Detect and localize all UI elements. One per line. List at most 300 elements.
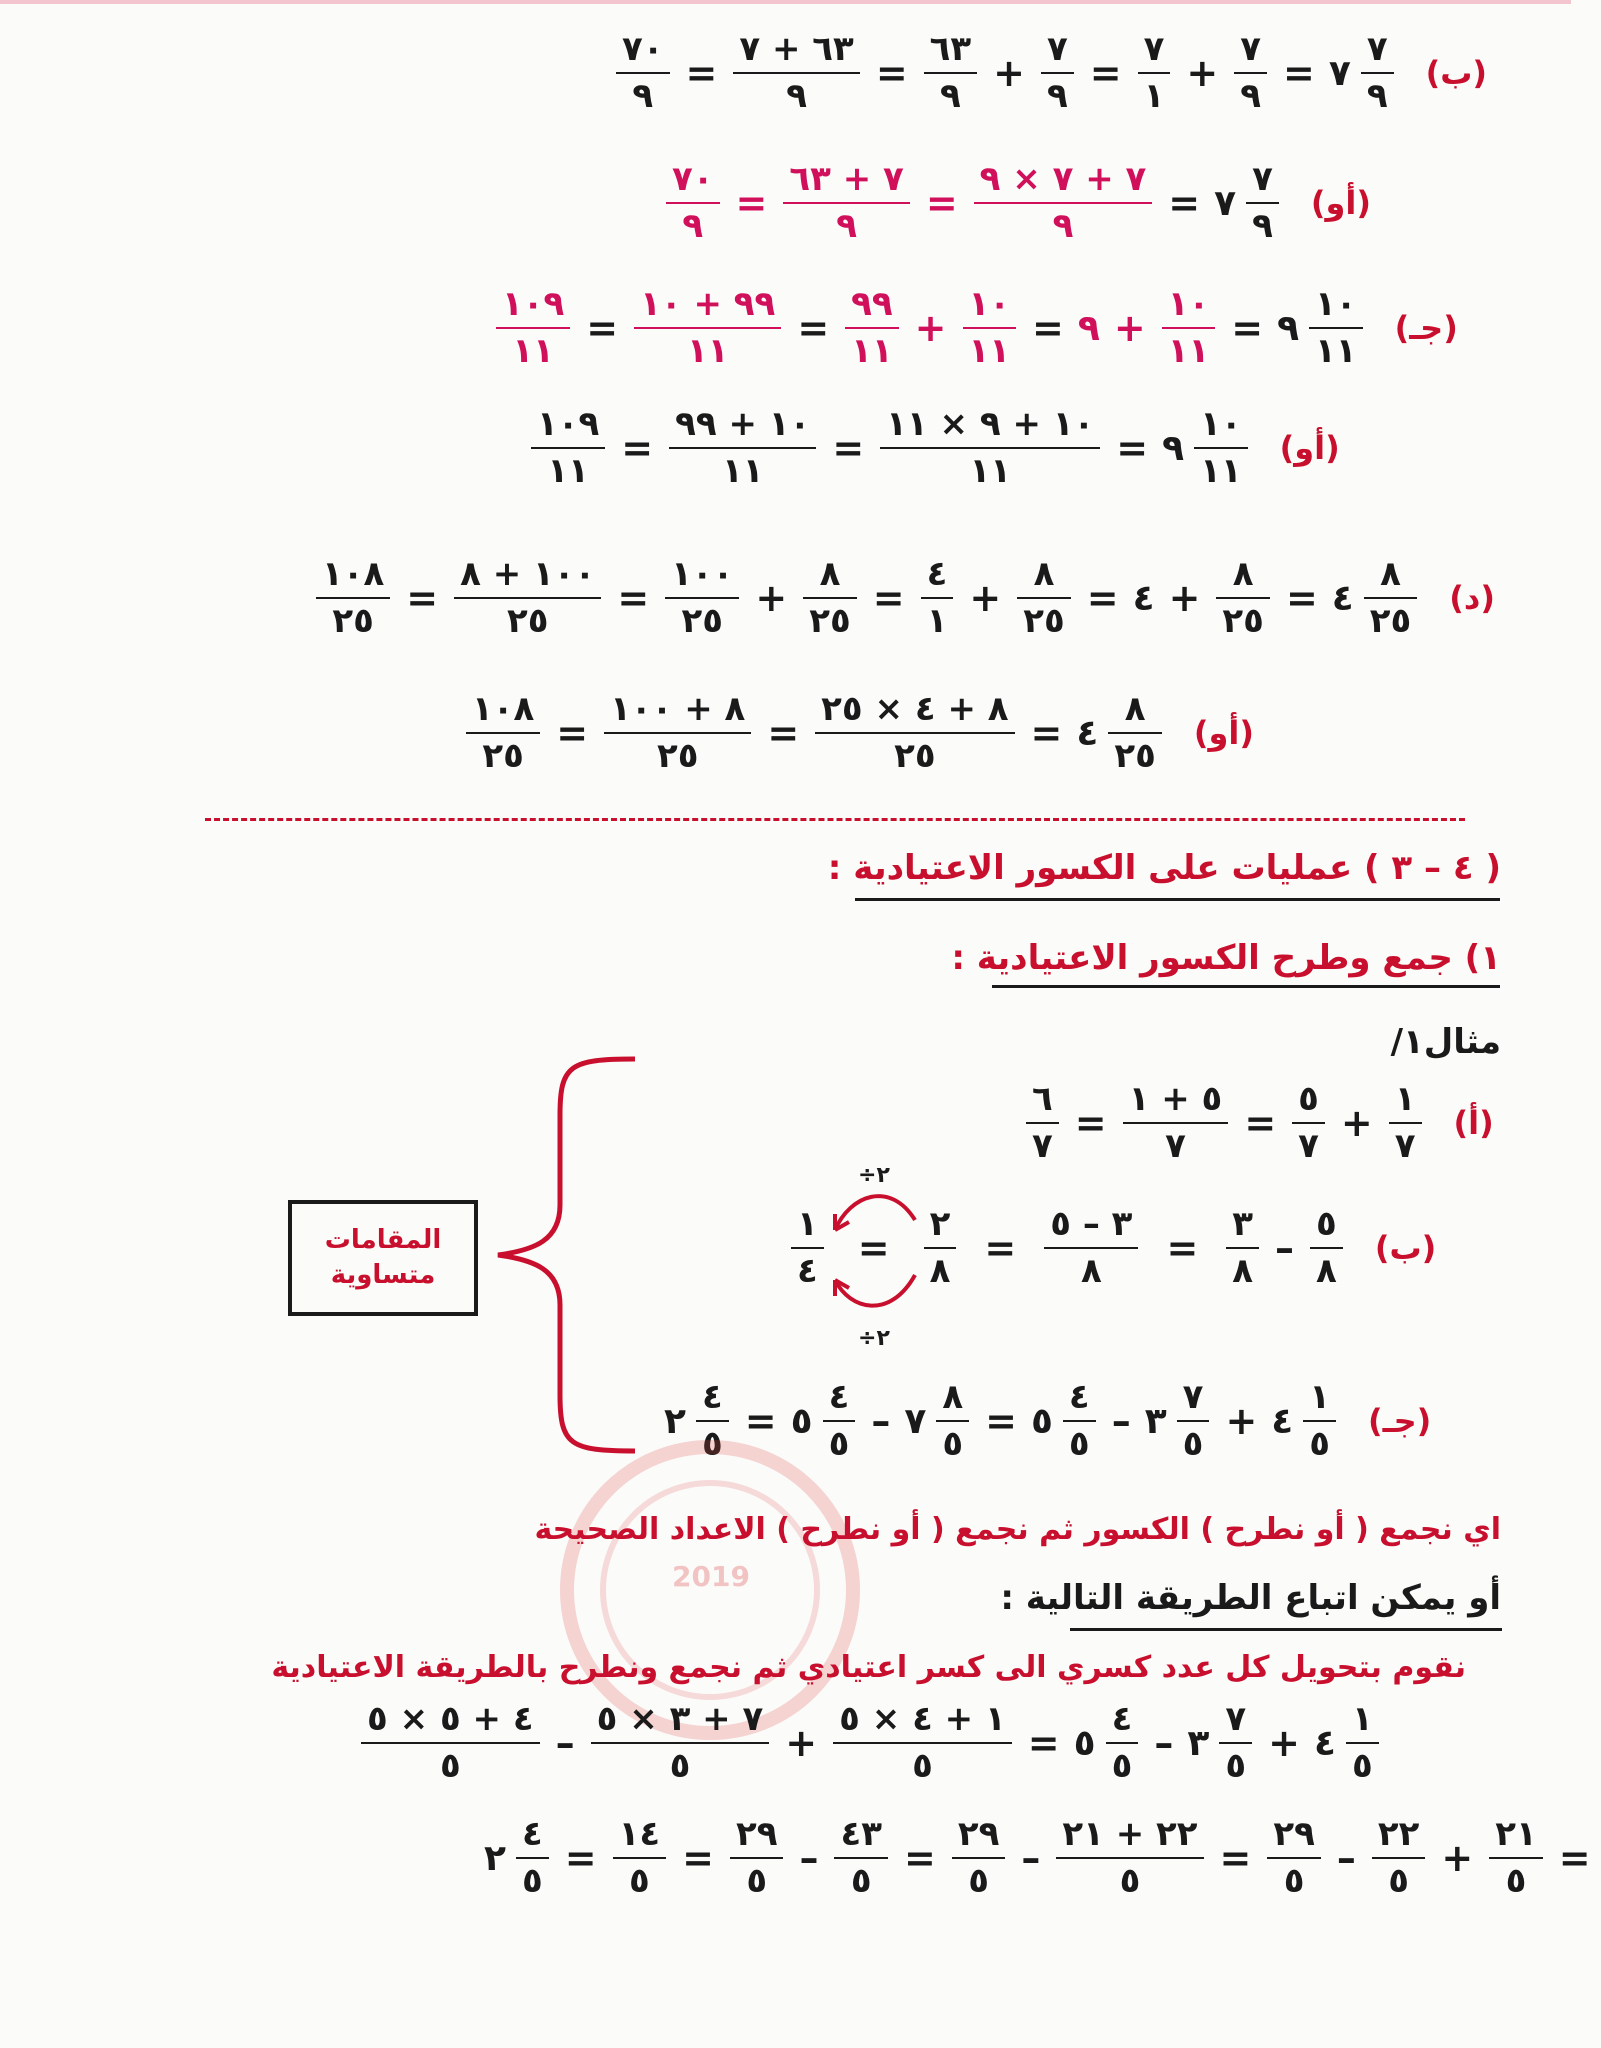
fraction-bar [834,1857,888,1859]
fraction [815,690,1014,776]
denominator: ٩ [1047,76,1068,117]
denominator: ٥ [1351,1746,1373,1787]
fraction [730,1815,784,1901]
fraction-bar [936,1420,969,1422]
fraction-bar [921,597,954,599]
operator: = [1285,576,1318,621]
numerator: ٧ [1182,1377,1204,1417]
fraction-bar [516,1857,549,1859]
numerator: ١٤ [618,1814,661,1854]
curly-brace [490,1055,640,1455]
fraction [466,690,540,776]
denominator: ٤ [797,1251,818,1292]
fraction [665,555,739,641]
operator: = [985,1399,1017,1444]
fraction-bar [466,732,540,734]
fraction [974,160,1153,246]
fraction-bar [1361,72,1394,74]
fraction-bar [1389,1122,1422,1124]
operator: = [685,51,718,96]
fraction-bar [669,447,816,449]
note-add-subtract: اي نجمع ( أو نطرح ) الكسور ثم نجمع ( أو نطرح ) الاعداد الصحيحة [534,1512,1501,1547]
fraction [496,285,570,371]
denominator: ١١ [968,331,1011,372]
fraction-bar [454,597,601,599]
numerator: ٧٠ [622,29,664,69]
numerator: ٧ [1225,1699,1247,1739]
fraction [1309,285,1363,371]
fraction-bar [880,447,1100,449]
fraction-bar [696,1420,729,1422]
fraction-bar [634,327,781,329]
fraction [791,1205,824,1291]
whole-number: ٩ [1277,307,1300,349]
fraction-bar [1267,1857,1321,1859]
numerator: ١٠٨ [322,554,385,594]
denominator: ٩ [1252,206,1273,247]
fraction-bar [1489,1857,1543,1859]
denominator: ٧ [1165,1126,1186,1167]
fraction [823,1378,856,1464]
operator: – [1275,1226,1295,1271]
numerator: ٣ – ٥ [1050,1204,1133,1244]
fraction-bar [496,327,570,329]
operator: = [617,576,650,621]
operator: + [1268,1721,1300,1766]
whole-number: ٧ [1328,52,1351,94]
denominator: ٥ [850,1861,872,1902]
numerator: ٤ [701,1377,723,1417]
denominator: ٩ [1052,206,1074,247]
denominator: ٢٥ [1369,601,1412,642]
denominator: ٢٥ [681,601,724,642]
label-b-example: (ب) [1374,1229,1437,1268]
numerator: ٧ [1366,29,1388,69]
fraction-bar [730,1857,784,1859]
equation-b-or [660,160,1371,246]
operator: = [682,1836,714,1881]
operator: + [755,576,788,621]
fraction [613,1815,667,1901]
numerator: ٤ + ٥ × ٥ [367,1699,534,1739]
denominator: ٧ [1394,1126,1416,1167]
numerator: ١٠ [1200,404,1242,444]
denominator: ٥ [912,1746,933,1787]
whole-number: ٩ [1077,307,1100,349]
denominator: ٥ [1182,1424,1204,1465]
denominator: ١١ [686,331,729,372]
denominator: ٢٥ [1114,736,1156,777]
fraction [516,1815,549,1901]
denominator: ١١ [1315,331,1357,372]
numerator: ٨ [942,1377,964,1417]
denominator: ٥ [439,1746,461,1787]
operator: = [1558,1836,1591,1881]
fraction [1041,30,1074,116]
fraction-bar [1194,447,1248,449]
operator: = [1074,1101,1107,1146]
numerator: ٨ [1033,554,1055,594]
fraction [1303,1378,1336,1464]
whole-number: ٣ [1187,1722,1210,1764]
numerator: ١٠ [968,284,1011,324]
numerator: ١٠٠ + ٨ [460,554,596,594]
operator: = [621,426,654,471]
fraction-bar [1108,732,1162,734]
fraction-bar [1246,202,1279,204]
fraction-bar [531,447,605,449]
denominator: ٨ [1232,1251,1254,1292]
denominator: ١١ [547,451,589,492]
whole-number: ٤ [1313,1722,1336,1764]
denominator: ٥ [1119,1861,1141,1902]
numerator: ٦ [1032,1079,1053,1119]
denominator: ٢٥ [656,736,699,777]
numerator: ١ [1309,1377,1331,1417]
fraction-bar [845,327,899,329]
fraction [1063,1378,1096,1464]
numerator: ٥ + ١ [1128,1079,1223,1119]
whole-number: ٣ [1144,1400,1167,1442]
fraction-bar [1056,1857,1203,1859]
numerator: ١٠ + ٩ × ١١ [886,404,1095,444]
fraction [845,285,899,371]
operator: + [1441,1836,1474,1881]
fraction [1056,1815,1203,1901]
denominator: ٥ [669,1746,691,1787]
operator: = [1032,306,1064,351]
whole-number: ٥ [790,1400,813,1442]
operator: – [1336,1836,1356,1881]
example-a [1020,1080,1494,1166]
numerator: ١ + ٤ × ٥ [839,1699,1006,1739]
denominator: ٥ [1068,1424,1090,1465]
denominator: ٥ [746,1861,768,1902]
whole-number: ٥ [1073,1722,1096,1764]
equation-b [610,30,1487,116]
fraction [669,405,816,491]
denominator: ٥ [1309,1424,1331,1465]
numerator: ٨ [819,554,841,594]
operator: = [1089,51,1122,96]
denominator: ٢٥ [332,601,374,642]
div-2-bottom: ÷٢ [858,1326,890,1351]
numerator: ٤٣ [840,1814,882,1854]
fraction-bar [1292,1122,1325,1124]
denominator: ٩ [836,206,857,247]
numerator: ١٠ [1167,284,1210,324]
operator: = [586,306,619,351]
fraction [880,405,1100,491]
denominator: ٥ [968,1861,989,1902]
example-title: مثال١/ [1390,1022,1501,1062]
fraction [1123,1080,1229,1166]
fraction-bar [1372,1857,1426,1859]
fraction [634,285,781,371]
fraction [316,555,390,641]
sub-title-underline [992,985,1500,988]
denominator: ٢٥ [894,736,936,777]
operator: = [556,711,589,756]
note-convert: نقوم بتحويل كل عدد كسري الى كسر اعتيادي ثم نجمع ونطرح بالطريقة الاعتيادية [271,1650,1466,1685]
denominator: ٥ [1388,1861,1410,1902]
numerator: ٢٢ + ٢١ [1062,1814,1198,1854]
label-j-example: (جـ) [1368,1402,1432,1441]
fraction [1017,555,1071,641]
operator: + [1168,576,1201,621]
fraction [591,1700,770,1786]
denominator: ١١ [1200,451,1242,492]
fraction [604,690,751,776]
fraction-bar [1219,1742,1252,1744]
fraction-bar [613,1857,667,1859]
fraction [833,1700,1012,1786]
operator: + [785,1721,818,1766]
operator: = [406,576,439,621]
fraction-bar [1177,1420,1210,1422]
whole-number: ٤ [1271,1400,1294,1442]
fraction-bar [666,202,720,204]
fraction-bar [783,202,909,204]
fraction [952,1815,1006,1901]
denominator: ٥ [1505,1861,1527,1902]
numerator: ٧ [1252,159,1273,199]
fraction-bar [361,1742,540,1744]
whole-number: ٩ [1162,427,1185,469]
denominator: ١١ [1167,331,1210,372]
fraction [1246,160,1279,246]
fraction-bar [1162,327,1216,329]
denominator: ٩ [1240,76,1261,117]
fraction [616,30,670,116]
denominator: ٨ [1080,1251,1102,1292]
whole-number: ٤ [1132,577,1155,619]
numerator: ١٠٩ [537,404,600,444]
equation-d [310,555,1495,641]
operator: = [1030,711,1063,756]
operator: = [925,181,958,226]
fraction-bar [963,327,1017,329]
operator: = [1283,51,1315,96]
numerator: ٨ [1380,554,1401,594]
fraction-bar [665,597,739,599]
alt-equation-2 [480,1815,1601,1901]
equation-j [490,285,1458,371]
operator: + [1225,1399,1258,1444]
fraction-bar [1026,1122,1059,1124]
alt-method-title: أو يمكن اتباع الطريقة التالية : [1000,1578,1501,1618]
numerator: ٢٩ [1273,1814,1315,1854]
fraction-bar [1041,72,1074,74]
operator: = [1166,1226,1199,1271]
denominator: ٥ [1225,1746,1247,1787]
operator: = [984,1226,1017,1271]
operator: + [1113,306,1146,351]
fraction-bar [616,72,670,74]
operator: = [797,306,830,351]
numerator: ٤ [828,1377,850,1417]
operator: – [555,1721,575,1766]
fraction [1292,1080,1325,1166]
fraction [963,285,1017,371]
fraction-bar [1310,1247,1343,1249]
denominator: ٩ [1366,76,1388,117]
operator: = [1168,181,1201,226]
denominator: ٨ [1316,1251,1337,1292]
numerator: ٧ [1240,29,1261,69]
fraction-bar [791,1247,824,1249]
numerator: ١٠٠ [671,554,734,594]
fraction-bar [974,202,1153,204]
numerator: ٨ + ١٠٠ [610,689,746,729]
numerator: ٨ [1232,554,1254,594]
simplify-arrows [820,1170,940,1340]
fraction [1234,30,1267,116]
operator: = [857,1226,890,1271]
whole-number: ٤ [1076,712,1099,754]
numerator: ٤ [1068,1377,1090,1417]
fraction-bar [1346,1742,1379,1744]
operator: = [1219,1836,1252,1881]
stamp-year: 2019 [672,1560,750,1593]
fraction-bar [924,72,978,74]
numerator: ٢ [929,1204,951,1244]
operator: = [1027,1721,1060,1766]
denominator: ٢٥ [482,736,524,777]
sub-title: ١) جمع وطرح الكسور الاعتيادية : [951,938,1501,978]
fraction [1162,285,1216,371]
fraction [1346,1700,1379,1786]
operator: = [744,1399,777,1444]
numerator: ١ [797,1204,818,1244]
operator: = [1244,1101,1277,1146]
operator: – [1021,1836,1041,1881]
equal-denominators-box: المقامات متساوية [288,1200,478,1316]
fraction-bar [316,597,390,599]
numerator: ١٠ + ٩٩ [675,404,811,444]
numerator: ١٠٨ [472,689,535,729]
label-b: (ب) [1425,54,1487,93]
numerator: ٥ [1298,1079,1319,1119]
denominator: ٧ [1298,1126,1319,1167]
equation-j-or: $\frac{١٠٩}{١١}$ = $\frac{١٠ + ٩٩}{١١}$ = $\frac{١٠ + ٩ \times ١١}{١١}$ = ٩ $\frac{١٠}{١١}$ (أو) [525,405,1340,491]
numerator: ٢٩ [735,1814,778,1854]
fraction [1138,30,1171,116]
numerator: ٥ [1316,1204,1337,1244]
fraction-bar [1123,1122,1229,1124]
div-2-top: ÷٢ [858,1163,890,1188]
alt-equation-1 [355,1700,1385,1786]
operator: = [564,1836,597,1881]
numerator: ٩٩ + ١٠ [640,284,776,324]
fraction [666,160,720,246]
operator: + [1186,51,1219,96]
operator: + [914,306,947,351]
fraction [454,555,601,641]
fraction-bar [952,1857,1006,1859]
fraction [1267,1815,1321,1901]
section-title-underline [855,898,1500,901]
denominator: ٧ [1032,1126,1053,1167]
denominator: ١١ [512,331,554,372]
operator: = [735,181,768,226]
numerator: ٤ [521,1814,543,1854]
fraction [1310,1205,1343,1291]
operator: = [1086,576,1119,621]
section-title: ( ٤ – ٣ ) عمليات على الكسور الاعتيادية : [827,848,1501,888]
fraction [783,160,909,246]
operator: = [832,426,865,471]
fraction [361,1700,540,1786]
denominator: ١١ [721,451,764,492]
whole-number: ٧ [904,1400,927,1442]
numerator: ٢١ [1495,1814,1537,1854]
numerator: ٢٩ [957,1814,1000,1854]
alt-method-underline [1070,1628,1502,1631]
numerator: ٨ [1124,689,1146,729]
numerator: ٢٢ [1377,1814,1420,1854]
whole-number: ٢ [664,1400,686,1442]
fraction-bar [823,1420,856,1422]
fraction-bar [1226,1247,1259,1249]
fraction [936,1378,969,1464]
fraction [921,555,954,641]
denominator: ٥ [1283,1861,1305,1902]
operator: + [1340,1101,1373,1146]
numerator: ٩٩ [851,284,893,324]
operator: – [1111,1399,1131,1444]
operator: – [1154,1721,1174,1766]
fraction [834,1815,888,1901]
operator: = [1231,306,1264,351]
fraction-bar [815,732,1014,734]
fraction-bar [1063,1420,1096,1422]
fraction [1372,1815,1426,1901]
operator: + [969,576,1002,621]
numerator: ٤ [1111,1699,1133,1739]
denominator: ٩ [786,76,807,117]
fraction-bar [1138,72,1171,74]
fraction-bar [604,732,751,734]
denominator: ٩ [682,206,704,247]
label-a: (أ) [1453,1104,1494,1143]
fraction-bar [1106,1742,1139,1744]
numerator: ٦٣ [929,29,972,69]
fraction [1226,1205,1259,1291]
denominator: ٢٥ [809,601,851,642]
whole-number: ٥ [1030,1400,1053,1442]
numerator: ٧ + ٣ × ٥ [596,1699,764,1739]
denominator: ٨ [929,1251,951,1292]
numerator: ٣ [1232,1204,1254,1244]
fraction [803,555,857,641]
fraction-bar [1044,1247,1138,1249]
denominator: ٢٥ [1023,601,1065,642]
fraction [1194,405,1248,491]
denominator: ١ [1143,76,1165,117]
fraction [1216,555,1270,641]
fraction [531,405,605,491]
equation-d-or: $\frac{١٠٨}{٢٥}$ = $\frac{٨ + ١٠٠}{٢٥}$ = $\frac{٨ + ٤ \times ٢٥}{٢٥}$ = ٤ $\frac{٨}{٢٥}$ (أو) [460,690,1254,776]
label-j: (جـ) [1394,309,1458,348]
denominator: ٢٥ [506,601,549,642]
denominator: ٢٥ [1222,601,1264,642]
operator: = [903,1836,936,1881]
numerator: ١ [1351,1699,1373,1739]
numerator: ٨ + ٤ × ٢٥ [821,689,1009,729]
numerator: ٧ + ٦٣ [789,159,904,199]
denominator: ٥ [1111,1746,1133,1787]
